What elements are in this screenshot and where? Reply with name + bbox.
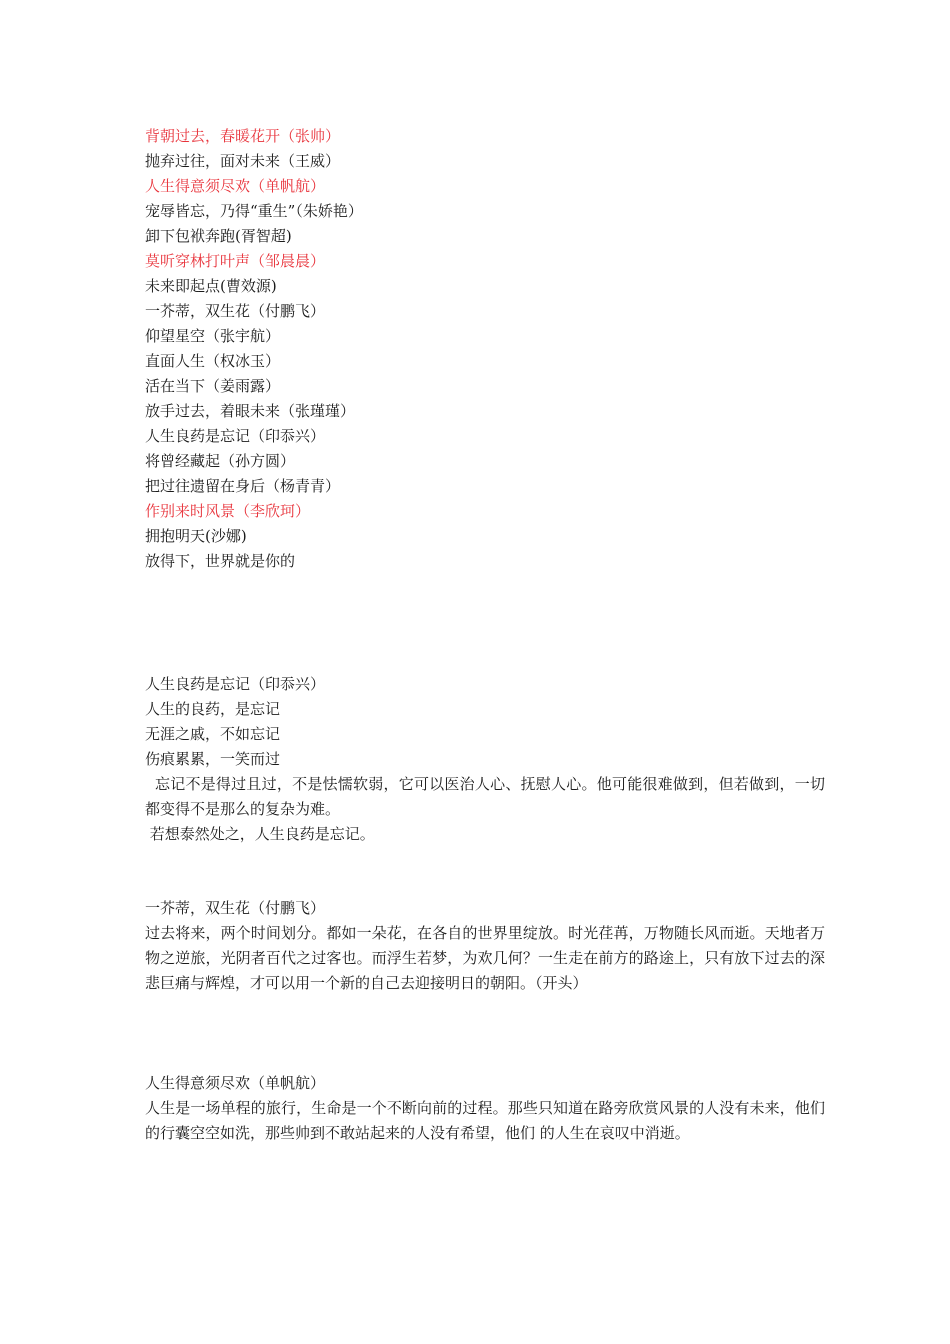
essay-section-forget (145, 672, 825, 847)
section-title: 人生得意须尽欢（单帆航） (145, 1074, 326, 1092)
title-list-item: 仰望星空（张宇航） (145, 327, 281, 345)
essay-section-mustard (145, 896, 825, 996)
section-paragraph: 若想泰然处之，人生良药是忘记。 (145, 825, 375, 843)
title-list-item: 莫听穿林打叶声（邹晨晨） (145, 252, 326, 270)
essay-section-joy (145, 1071, 825, 1146)
title-list-item: 背朝过去，春暖花开（张帅） (145, 127, 341, 145)
title-list-item: 拥抱明天(沙娜) (145, 527, 247, 545)
poem-line: 伤痕累累，一笑而过 (145, 750, 281, 768)
title-list-item: 人生良药是忘记（印忝兴） (145, 427, 326, 445)
title-list-item: 放得下，世界就是你的 (145, 552, 296, 570)
title-list (145, 124, 825, 574)
title-list-item: 活在当下（姜雨露） (145, 377, 281, 395)
title-list-item: 作别来时风景（李欣珂） (145, 502, 311, 520)
section-paragraph: 过去将来，两个时间划分。都如一朵花，在各自的世界里绽放。时光荏苒，万物随长风而逝。天地者万物之逆旅，光阴者百代之过客也。而浮生若梦，为欢几何？一生走在前方的路途上，只有放下过去的深悲巨痛与辉煌，才可以用一个新的自己去迎接明日的朝阳。（开头） (145, 924, 825, 992)
title-list-item: 宠辱皆忘，乃得“重生”（朱娇艳） (145, 202, 363, 220)
title-list-item: 一芥蒂，双生花（付鹏飞） (145, 302, 326, 320)
title-list-item: 抛弃过往，面对未来（王威） (145, 152, 341, 170)
section-title: 人生良药是忘记（印忝兴） (145, 675, 326, 693)
title-list-item: 把过往遗留在身后（杨青青） (145, 477, 341, 495)
poem-line: 人生的良药，是忘记 (145, 700, 281, 718)
section-title: 一芥蒂，双生花（付鹏飞） (145, 899, 326, 917)
title-list-item: 卸下包袱奔跑(胥智超) (145, 227, 292, 245)
section-paragraph: 人生是一场单程的旅行，生命是一个不断向前的过程。那些只知道在路旁欣赏风景的人没有未来，他们的行囊空空如洗，那些帅到不敢站起来的人没有希望，他们 的人生在哀叹中消逝。 (145, 1099, 825, 1142)
title-list-item: 直面人生（权冰玉） (145, 352, 281, 370)
poem-line: 无涯之戚，不如忘记 (145, 725, 281, 743)
title-list-item: 人生得意须尽欢（单帆航） (145, 177, 326, 195)
title-list-item: 未来即起点(曹效源) (145, 277, 277, 295)
title-list-item: 放手过去，着眼未来（张瑾瑾） (145, 402, 356, 420)
section-paragraph: 忘记不是得过且过，不是怯懦软弱，它可以医治人心、抚慰人心。他可能很难做到，但若做到，一切都变得不是那么的复杂为难。 (145, 775, 825, 818)
title-list-item: 将曾经藏起（孙方圆） (145, 452, 296, 470)
